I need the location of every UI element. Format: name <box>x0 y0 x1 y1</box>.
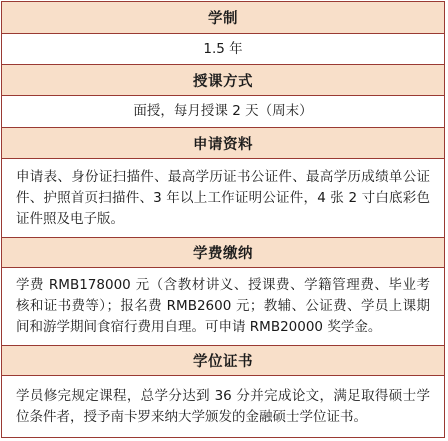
section-header-application-materials <box>2 128 444 159</box>
section-header-teaching-mode <box>2 65 444 96</box>
section-text: 1.5 年 <box>203 40 243 57</box>
section-title: 申请资料 <box>193 136 253 153</box>
section-text: 面授，每月授课 2 天（周末） <box>133 103 313 119</box>
section-header-degree <box>2 346 444 376</box>
section-title: 授课方式 <box>193 73 253 90</box>
section-header-tuition <box>2 238 444 268</box>
section-text: 学员修完规定课程，总学分达到 36 分并完成论文，满足取得硕士学位条件者，授予南卡罗来纳大学颁发的金融硕士学位证书。 <box>16 387 430 425</box>
section-title: 学位证书 <box>193 354 253 370</box>
program-info-table <box>1 1 445 438</box>
section-text: 申请表、身份证扫描件、最高学历证书公证件、最高学历成绩单公证件、护照首页扫描件、3 年以上工作证明公证件，4 张 2 寸白底彩色证件照及电子版。 <box>16 168 430 227</box>
section-header-duration <box>2 2 444 34</box>
section-content-degree <box>2 376 444 437</box>
section-content-teaching-mode <box>2 96 444 128</box>
section-content-duration <box>2 34 444 65</box>
section-content-tuition <box>2 268 444 346</box>
section-title: 学制 <box>208 11 238 27</box>
section-text: 学费 RMB178000 元（含教材讲义、授课费、学籍管理费、毕业考核和证书费等）；报名费 RMB2600 元；教辅、公证费、学员上课期间和游学期间食宿行费用自理。可申请 RMB20000 奖学金。 <box>16 277 430 335</box>
section-content-application-materials <box>2 159 444 238</box>
section-title: 学费缴纳 <box>193 246 253 262</box>
